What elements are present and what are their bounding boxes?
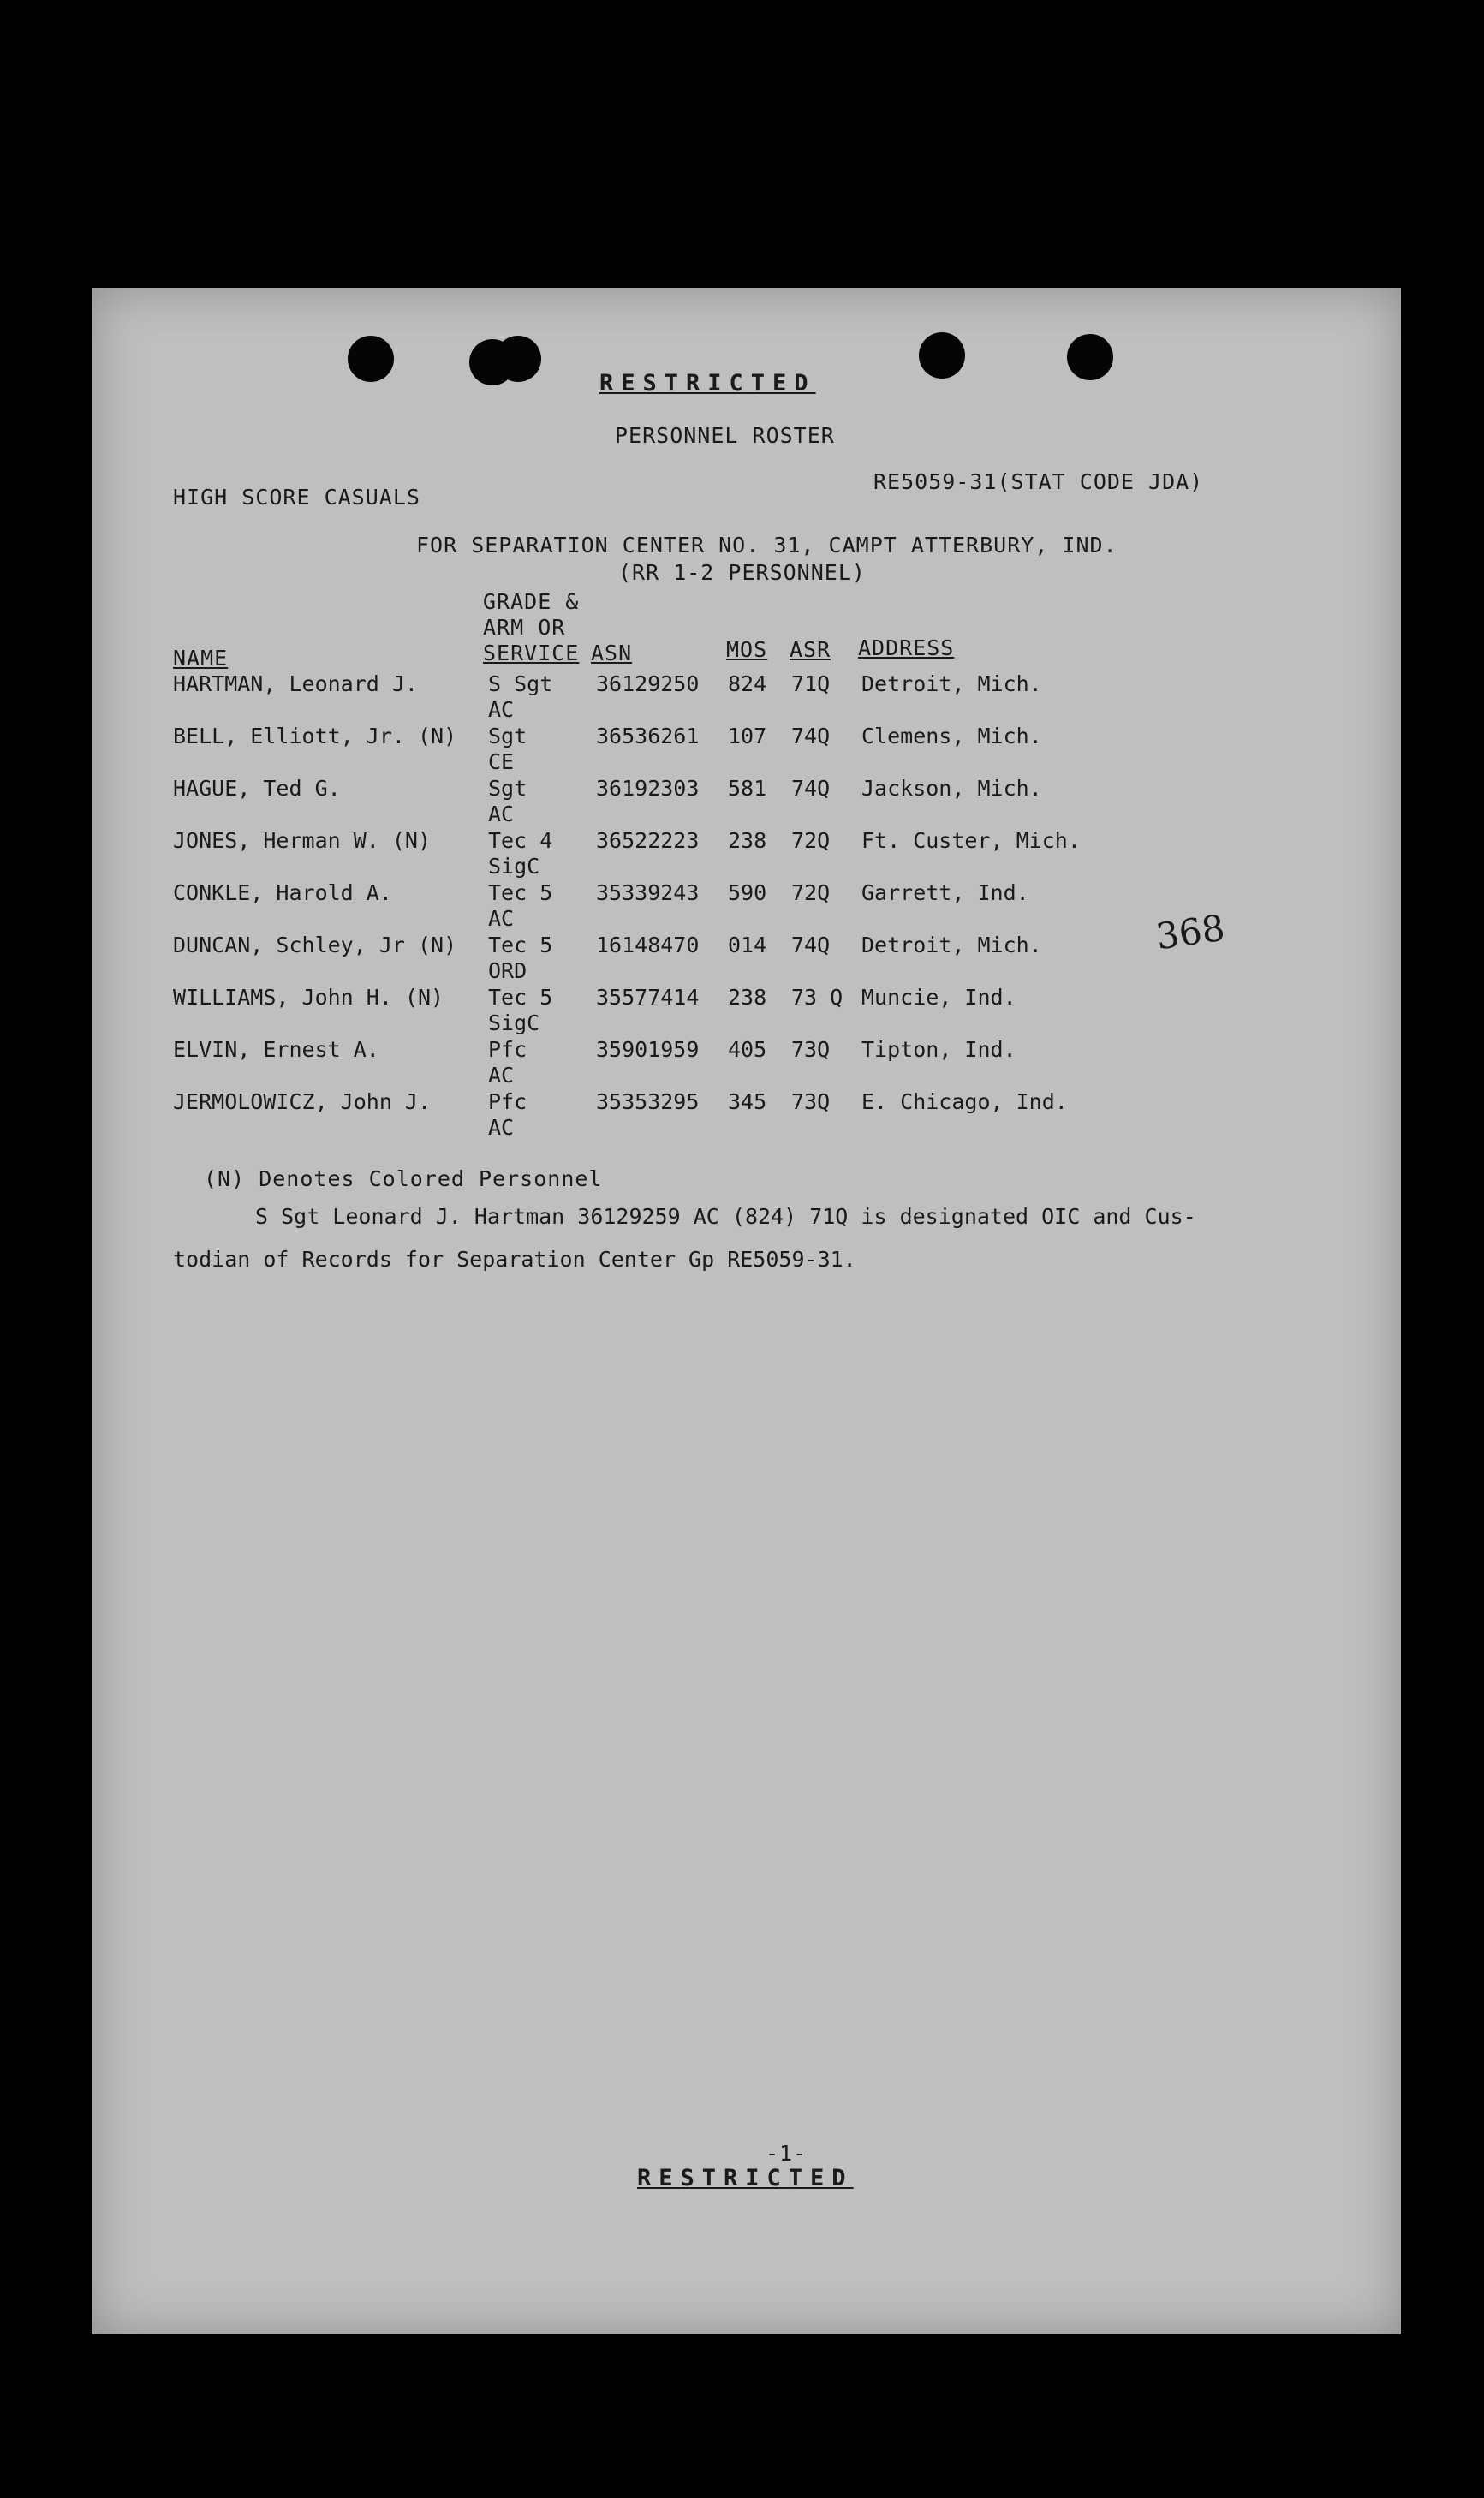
roster-grade: Sgt: [488, 724, 527, 748]
col-header-asn: ASN: [591, 641, 633, 665]
roster-address: Ft. Custer, Mich.: [861, 828, 1081, 853]
roster-mos: 238: [728, 985, 767, 1010]
restricted-stamp-top: RESTRICTED: [599, 370, 816, 396]
roster-address: Tipton, Ind.: [861, 1037, 1016, 1062]
separation-center-line: FOR SEPARATION CENTER NO. 31, CAMPT ATTERBURY, IND.: [416, 533, 1117, 557]
roster-mos: 345: [728, 1089, 767, 1114]
punch-hole: [495, 336, 541, 382]
roster-name: JONES, Herman W. (N): [173, 828, 432, 853]
roster-asn: 36192303: [596, 776, 700, 801]
roster-service: AC: [488, 1063, 515, 1088]
punch-hole: [348, 336, 394, 382]
roster-asr: 71Q: [791, 671, 831, 696]
roster-asn: 35353295: [596, 1089, 700, 1114]
roster-grade: Sgt: [488, 776, 527, 801]
col-header-grade: GRADE &: [483, 589, 580, 614]
roster-asn: 35901959: [596, 1037, 700, 1062]
roster-name: HAGUE, Ted G.: [173, 776, 341, 801]
punch-hole: [919, 332, 965, 379]
roster-service: AC: [488, 802, 515, 826]
roster-service: ORD: [488, 958, 527, 983]
table-row: [92, 776, 1401, 827]
document-page: [92, 288, 1401, 2334]
table-row: [92, 1089, 1401, 1141]
roster-grade: Pfc: [488, 1037, 527, 1062]
legend-note: (N) Denotes Colored Personnel: [204, 1166, 603, 1191]
roster-address: Jackson, Mich.: [861, 776, 1042, 801]
col-header-asr: ASR: [790, 637, 831, 662]
roster-service: AC: [488, 697, 515, 722]
roster-mos: 405: [728, 1037, 767, 1062]
table-row: [92, 724, 1401, 775]
col-header-name: NAME: [173, 646, 229, 671]
col-header-arm: ARM OR: [483, 615, 566, 640]
designation-paragraph-line2: todian of Records for Separation Center Gp RE5059-31.: [173, 1247, 856, 1272]
roster-asr: 73Q: [791, 1089, 831, 1114]
handwritten-number: 368: [1153, 906, 1228, 958]
roster-address: Detroit, Mich.: [861, 933, 1042, 957]
roster-service: AC: [488, 1115, 515, 1140]
col-header-address: ADDRESS: [858, 635, 955, 660]
roster-service: SigC: [488, 1011, 540, 1035]
col-header-service: SERVICE: [483, 641, 580, 665]
document-title: PERSONNEL ROSTER: [615, 423, 835, 448]
roster-grade: Pfc: [488, 1089, 527, 1114]
table-row: [92, 985, 1401, 1036]
roster-address: Clemens, Mich.: [861, 724, 1042, 748]
code-label: RE5059-31(STAT CODE JDA): [873, 469, 1204, 494]
roster-address: Detroit, Mich.: [861, 671, 1042, 696]
table-row: [92, 828, 1401, 879]
roster-grade: S Sgt: [488, 671, 553, 696]
roster-name: JERMOLOWICZ, John J.: [173, 1089, 432, 1114]
roster-service: CE: [488, 749, 515, 774]
roster-asr: 73 Q: [791, 985, 843, 1010]
roster-name: HARTMAN, Leonard J.: [173, 671, 418, 696]
roster-name: BELL, Elliott, Jr. (N): [173, 724, 457, 748]
roster-mos: 107: [728, 724, 767, 748]
roster-mos: 238: [728, 828, 767, 853]
roster-asr: 74Q: [791, 724, 831, 748]
roster-address: E. Chicago, Ind.: [861, 1089, 1068, 1114]
roster-asr: 72Q: [791, 880, 831, 905]
roster-asn: 36536261: [596, 724, 700, 748]
roster-asr: 73Q: [791, 1037, 831, 1062]
table-row: [92, 671, 1401, 723]
unit-label: HIGH SCORE CASUALS: [173, 485, 420, 510]
roster-asn: 35339243: [596, 880, 700, 905]
roster-asn: 35577414: [596, 985, 700, 1010]
roster-asn: 16148470: [596, 933, 700, 957]
roster-name: WILLIAMS, John H. (N): [173, 985, 444, 1010]
roster-name: ELVIN, Ernest A.: [173, 1037, 379, 1062]
restricted-stamp-bottom: RESTRICTED: [637, 2165, 854, 2191]
table-row: [92, 1037, 1401, 1088]
roster-grade: Tec 5: [488, 985, 553, 1010]
roster-service: AC: [488, 906, 515, 931]
roster-grade: Tec 4: [488, 828, 553, 853]
page-number: -1-: [766, 2141, 808, 2166]
roster-address: Garrett, Ind.: [861, 880, 1029, 905]
roster-service: SigC: [488, 854, 540, 879]
roster-grade: Tec 5: [488, 880, 553, 905]
roster-name: DUNCAN, Schley, Jr (N): [173, 933, 457, 957]
roster-asr: 72Q: [791, 828, 831, 853]
roster-name: CONKLE, Harold A.: [173, 880, 392, 905]
roster-grade: Tec 5: [488, 933, 553, 957]
roster-mos: 581: [728, 776, 767, 801]
roster-asr: 74Q: [791, 933, 831, 957]
punch-hole: [1067, 334, 1113, 380]
roster-asr: 74Q: [791, 776, 831, 801]
col-header-mos: MOS: [726, 637, 768, 662]
roster-mos: 014: [728, 933, 767, 957]
roster-address: Muncie, Ind.: [861, 985, 1016, 1010]
personnel-subtitle: (RR 1-2 PERSONNEL): [618, 560, 866, 585]
roster-asn: 36522223: [596, 828, 700, 853]
roster-mos: 590: [728, 880, 767, 905]
roster-mos: 824: [728, 671, 767, 696]
designation-paragraph-line1: S Sgt Leonard J. Hartman 36129259 AC (824) 71Q is designated OIC and Cus-: [255, 1204, 1196, 1229]
roster-asn: 36129250: [596, 671, 700, 696]
